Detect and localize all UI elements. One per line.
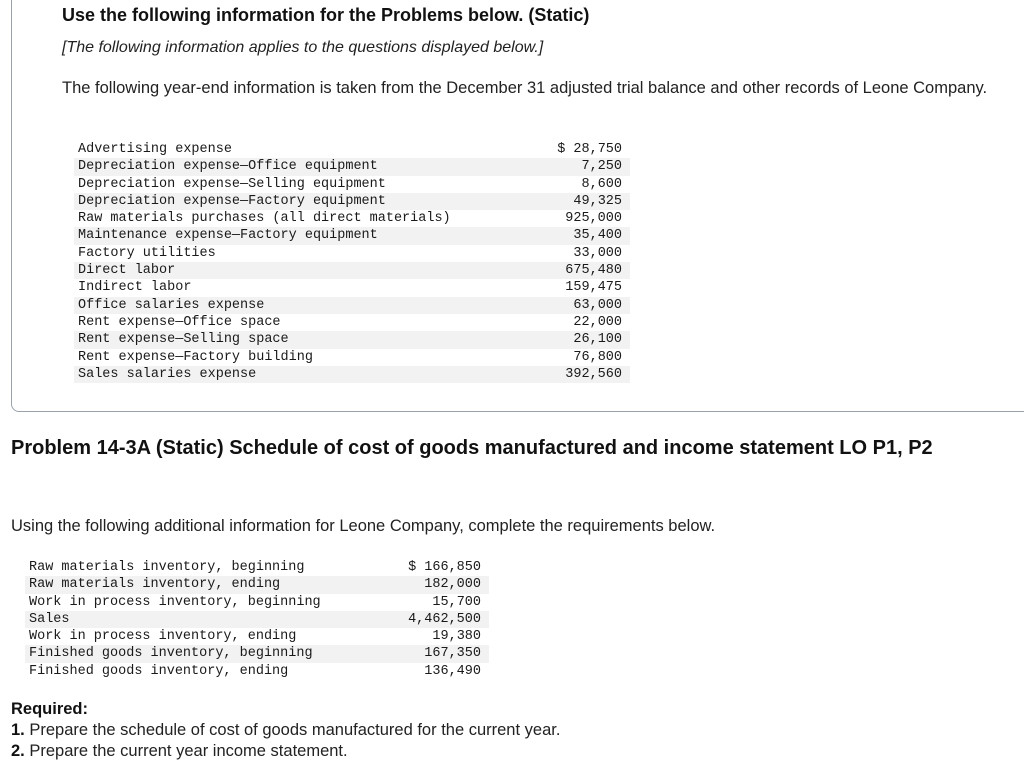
additional-info-row bbox=[25, 663, 489, 680]
row-label: Raw materials purchases (all direct materials) bbox=[78, 211, 451, 227]
row-amount: 19,380 bbox=[432, 629, 481, 645]
trial-balance-row bbox=[74, 262, 630, 279]
row-label: Maintenance expense—Factory equipment bbox=[74, 227, 548, 244]
row-label: Sales salaries expense bbox=[74, 366, 548, 383]
row-amount: 7,250 bbox=[548, 158, 630, 175]
trial-balance-table bbox=[74, 141, 630, 383]
requirement-1 bbox=[11, 721, 560, 740]
trial-balance-row bbox=[74, 141, 630, 158]
trial-balance-row bbox=[74, 366, 630, 383]
row-label: Indirect labor bbox=[78, 280, 192, 296]
trial-balance-row bbox=[74, 279, 630, 296]
row-amount: 8,600 bbox=[581, 176, 622, 192]
row-label: Raw materials inventory, beginning bbox=[29, 560, 305, 575]
row-amount: 4,462,500 bbox=[401, 611, 489, 628]
row-amount: 35,400 bbox=[548, 227, 630, 244]
info-panel-subtitle: [The following information applies to the questions displayed below.] bbox=[62, 39, 544, 56]
trial-balance-row bbox=[74, 210, 630, 227]
row-amount: 22,000 bbox=[573, 314, 622, 330]
requirement-text: Prepare the schedule of cost of goods manufactured for the current year. bbox=[29, 721, 561, 739]
requirement-2 bbox=[11, 742, 348, 761]
row-amount: 15,700 bbox=[432, 594, 481, 610]
row-amount: 182,000 bbox=[401, 576, 489, 593]
row-label: Depreciation expense—Office equipment bbox=[74, 158, 548, 175]
row-label: Sales bbox=[25, 611, 401, 628]
trial-balance-row bbox=[74, 314, 630, 331]
row-label: Finished goods inventory, beginning bbox=[25, 645, 401, 662]
row-label: Advertising expense bbox=[78, 142, 232, 157]
row-amount: 49,325 bbox=[548, 193, 630, 210]
additional-info-table bbox=[25, 559, 489, 680]
row-label: Rent expense—Factory building bbox=[78, 349, 313, 365]
row-label: Depreciation expense—Factory equipment bbox=[74, 193, 548, 210]
row-amount: 26,100 bbox=[548, 331, 630, 348]
row-amount: 167,350 bbox=[401, 645, 489, 662]
row-amount: 33,000 bbox=[573, 245, 622, 261]
trial-balance-row bbox=[74, 349, 630, 366]
trial-balance-row bbox=[74, 245, 630, 262]
row-label: Depreciation expense—Selling equipment bbox=[78, 176, 386, 192]
trial-balance-row bbox=[74, 331, 630, 348]
trial-balance-row bbox=[74, 227, 630, 244]
trial-balance-row bbox=[74, 176, 630, 193]
row-label: Work in process inventory, ending bbox=[29, 629, 297, 645]
row-amount: 76,800 bbox=[573, 349, 622, 365]
row-amount: 392,560 bbox=[548, 366, 630, 383]
row-label: Raw materials inventory, ending bbox=[25, 576, 401, 593]
row-amount: 63,000 bbox=[548, 297, 630, 314]
info-panel-title: Use the following information for the Problems below. (Static) bbox=[62, 5, 590, 25]
row-amount: 925,000 bbox=[565, 211, 622, 227]
additional-info-row bbox=[25, 628, 489, 645]
row-amount: $ 166,850 bbox=[408, 560, 481, 575]
info-panel-intro: The following year-end information is taken from the December 31 adjusted trial balance and other records of Leone Company. bbox=[62, 79, 988, 97]
additional-info-row bbox=[25, 576, 489, 593]
required-heading: Required: bbox=[11, 700, 89, 718]
row-amount: $ 28,750 bbox=[557, 142, 622, 157]
row-amount: 675,480 bbox=[548, 262, 630, 279]
trial-balance-row bbox=[74, 297, 630, 314]
requirement-number: 1. bbox=[11, 721, 25, 739]
requirement-number: 2. bbox=[11, 742, 25, 760]
additional-info-row bbox=[25, 559, 489, 576]
row-label: Factory utilities bbox=[78, 245, 216, 261]
additional-info-row bbox=[25, 645, 489, 662]
trial-balance-row bbox=[74, 193, 630, 210]
row-label: Office salaries expense bbox=[74, 297, 548, 314]
row-label: Rent expense—Selling space bbox=[74, 331, 548, 348]
row-amount: 136,490 bbox=[424, 663, 481, 679]
row-label: Direct labor bbox=[74, 262, 548, 279]
problem-instructions: Using the following additional information for Leone Company, complete the requirements below. bbox=[11, 517, 716, 535]
row-label: Work in process inventory, beginning bbox=[29, 594, 321, 610]
problem-title: Problem 14-3A (Static) Schedule of cost of goods manufactured and income statement LO P1, P2 bbox=[11, 437, 933, 459]
trial-balance-row bbox=[74, 158, 630, 175]
row-label: Finished goods inventory, ending bbox=[29, 663, 289, 679]
row-label: Rent expense—Office space bbox=[78, 314, 281, 330]
requirement-text: Prepare the current year income statement. bbox=[29, 742, 348, 760]
additional-info-row bbox=[25, 611, 489, 628]
additional-info-row bbox=[25, 594, 489, 611]
row-amount: 159,475 bbox=[565, 280, 622, 296]
